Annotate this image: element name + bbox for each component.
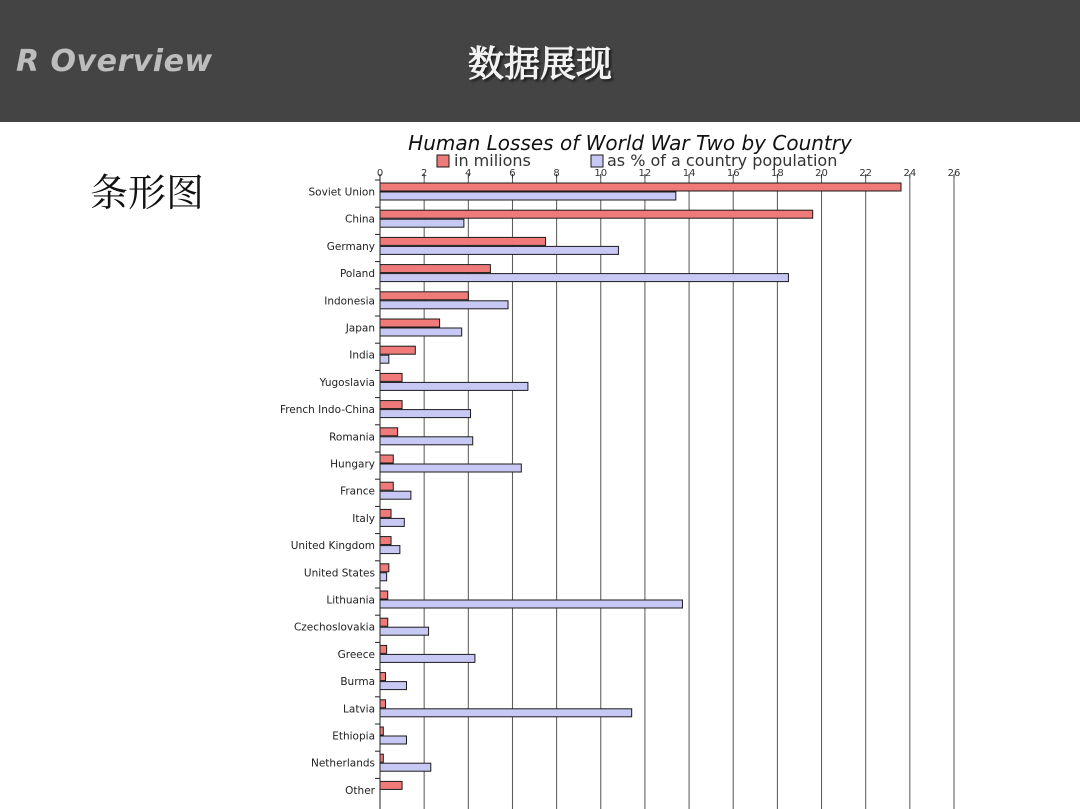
bar-percent [380, 709, 632, 717]
x-tick-label: 6 [509, 168, 516, 179]
bar-millions [380, 210, 813, 218]
bar-millions [380, 346, 415, 354]
y-category-label: United Kingdom [290, 540, 375, 553]
bar-millions [380, 183, 901, 191]
bar-percent [380, 627, 429, 635]
y-category-label: Lithuania [326, 594, 375, 607]
y-category-label: Czechoslovakia [293, 621, 375, 634]
bar-percent [380, 464, 521, 472]
bar-percent [380, 682, 406, 690]
bar-millions [380, 591, 388, 599]
x-tick-label: 14 [682, 168, 696, 179]
bar-percent [380, 600, 682, 608]
y-category-label: Latvia [343, 703, 375, 716]
bar-percent [380, 573, 387, 581]
bar-millions [380, 428, 398, 436]
y-category-label: China [345, 213, 375, 226]
slide-title: 数据展现 [467, 44, 612, 85]
bar-millions [380, 319, 440, 327]
y-category-label: Ethiopia [332, 730, 375, 743]
x-tick-label: 2 [420, 168, 428, 179]
x-tick-label: 16 [726, 168, 740, 179]
x-tick-label: 24 [903, 168, 917, 179]
x-tick-label: 4 [465, 168, 472, 179]
y-category-label: Japan [345, 322, 375, 335]
chart-title: Human Losses of World War Two by Country [408, 131, 852, 155]
y-category-label: Italy [352, 512, 375, 525]
bar-millions [380, 673, 386, 681]
bar-percent [380, 274, 788, 282]
bar-millions [380, 509, 391, 517]
bar-millions [380, 237, 546, 245]
bar-percent [380, 518, 404, 526]
y-category-label: French Indo-China [279, 404, 375, 417]
bar-percent [380, 301, 508, 309]
bar-percent [380, 491, 411, 499]
bar-millions [380, 373, 402, 381]
bar-millions [380, 265, 490, 273]
bar-millions [380, 618, 388, 626]
bar-percent [380, 246, 618, 254]
y-category-label: Yugoslavia [319, 376, 375, 389]
legend-swatch-millions [437, 155, 449, 167]
bar-millions [380, 781, 402, 789]
legend-label-percent: as % of a country population [607, 151, 838, 170]
section-label: 条形图 [90, 171, 205, 215]
x-tick-label: 22 [859, 168, 873, 179]
bar-percent [380, 328, 462, 336]
bar-millions [380, 564, 389, 572]
x-tick-label: 12 [638, 168, 652, 179]
bar-millions [380, 537, 391, 545]
bar-layer [380, 183, 901, 789]
bar-millions [380, 455, 393, 463]
bar-percent [380, 410, 471, 418]
y-category-label: India [349, 349, 375, 362]
bar-percent [380, 654, 475, 662]
y-category-label: Hungary [330, 458, 375, 471]
x-tick-label: 10 [594, 168, 608, 179]
bar-millions [380, 292, 468, 300]
bar-percent [380, 437, 473, 445]
y-category-label: Burma [340, 676, 375, 689]
y-category-label: Greece [337, 648, 375, 661]
deck-title: R Overview [16, 44, 213, 79]
x-tick-label: 26 [947, 168, 961, 179]
bar-percent [380, 382, 528, 390]
y-category-label: Poland [339, 268, 375, 281]
bar-millions [380, 482, 393, 490]
y-category-label: Romania [329, 431, 375, 444]
x-tick-label: 8 [553, 168, 560, 179]
tick-layer [375, 168, 960, 778]
bar-millions [380, 700, 386, 708]
y-category-label: Netherlands [310, 757, 375, 770]
bar-percent [380, 546, 400, 554]
x-tick-label: 0 [376, 168, 384, 179]
label-layer [280, 187, 376, 797]
y-category-label: Germany [326, 240, 375, 253]
x-tick-label: 20 [815, 168, 828, 179]
bar-millions [380, 401, 402, 409]
y-category-label: Soviet Union [308, 186, 375, 199]
y-category-label: Indonesia [324, 295, 375, 308]
y-category-label: France [340, 485, 375, 498]
bar-percent [380, 219, 464, 227]
legend-label-millions: in milions [454, 151, 531, 170]
bar-percent [380, 763, 431, 771]
bar-percent [380, 355, 389, 363]
y-category-label: Other [345, 784, 375, 797]
x-tick-label: 18 [771, 168, 784, 179]
bar-percent [380, 192, 676, 200]
y-category-label: United States [303, 567, 375, 580]
bar-millions [380, 645, 387, 653]
bar-percent [380, 736, 406, 744]
legend-swatch-percent [591, 155, 603, 167]
